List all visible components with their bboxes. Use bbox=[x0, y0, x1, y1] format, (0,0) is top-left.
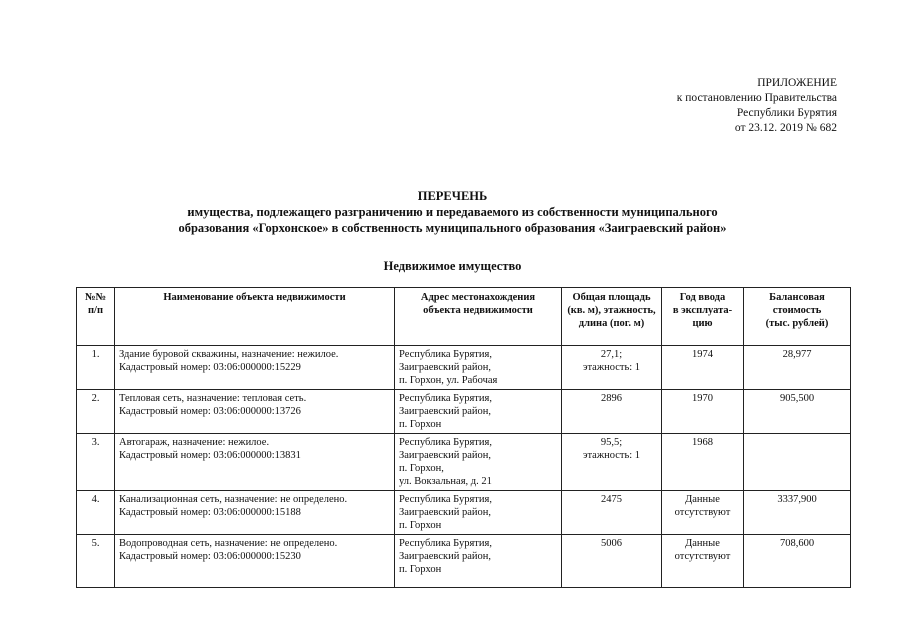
cell-name bbox=[115, 390, 395, 434]
cell-area-line: 2475 bbox=[601, 494, 622, 505]
cell-area-line: 2896 bbox=[601, 393, 622, 404]
header-area bbox=[562, 288, 662, 346]
cell-cost-line: 28,977 bbox=[782, 349, 812, 360]
cell-name-line: Автогараж, назначение: нежилое. bbox=[119, 437, 270, 448]
cell-num bbox=[77, 535, 115, 588]
header-year-line: в эксплуата- bbox=[672, 305, 733, 316]
annex-republic: Республики Бурятия bbox=[736, 107, 837, 119]
title-heading: ПЕРЕЧЕНЬ bbox=[417, 189, 488, 203]
cell-name-line: Здание буровой скважины, назначение: нежилое. bbox=[119, 349, 339, 360]
header-name-line: Наименование объекта недвижимости bbox=[163, 292, 346, 303]
header-address bbox=[395, 288, 562, 346]
property-table bbox=[76, 287, 851, 588]
cell-address bbox=[395, 535, 562, 588]
cell-address-line: Заиграевский район, bbox=[399, 450, 491, 461]
cell-area bbox=[562, 434, 662, 491]
cell-address-line: Республика Бурятия, bbox=[399, 349, 492, 360]
table-row bbox=[77, 491, 851, 535]
cell-address bbox=[395, 491, 562, 535]
header-num-line: п/п bbox=[87, 305, 104, 316]
cell-year-line: 1970 bbox=[692, 393, 713, 404]
cell-year-line: отсутствуют bbox=[674, 507, 731, 518]
cell-name-line: Кадастровый номер: 03:06:000000:13726 bbox=[119, 406, 301, 417]
header-cost-line: стоимость bbox=[772, 305, 822, 316]
cell-address bbox=[395, 434, 562, 491]
header-cost-line: (тыс. рублей) bbox=[765, 318, 829, 329]
annex-resolution: к постановлению Правительства bbox=[676, 92, 837, 104]
header-cost-line: Балансовая bbox=[769, 292, 825, 303]
cell-cost bbox=[744, 434, 851, 491]
cell-address-line: п. Горхон, bbox=[399, 463, 444, 474]
cell-cost bbox=[744, 491, 851, 535]
cell-area-line: этажность: 1 bbox=[582, 362, 641, 373]
header-area-line: длина (пог. м) bbox=[578, 318, 645, 329]
cell-address-line: Республика Бурятия, bbox=[399, 437, 492, 448]
table-header-row bbox=[77, 288, 851, 346]
cell-num-line: 2. bbox=[91, 393, 100, 404]
cell-address-line: Заиграевский район, bbox=[399, 406, 491, 417]
cell-num bbox=[77, 346, 115, 390]
cell-num-line: 5. bbox=[91, 538, 100, 549]
cell-year bbox=[662, 491, 744, 535]
header-name bbox=[115, 288, 395, 346]
cell-address bbox=[395, 390, 562, 434]
cell-cost-line: 708,600 bbox=[779, 538, 815, 549]
cell-name bbox=[115, 434, 395, 491]
cell-name-line: Тепловая сеть, назначение: тепловая сеть. bbox=[119, 393, 307, 404]
table-row bbox=[77, 390, 851, 434]
cell-area bbox=[562, 390, 662, 434]
cell-year bbox=[662, 390, 744, 434]
section-title: Недвижимое имущество bbox=[383, 259, 522, 273]
cell-area bbox=[562, 535, 662, 588]
annex-label: ПРИЛОЖЕНИЕ bbox=[757, 77, 837, 89]
cell-year bbox=[662, 434, 744, 491]
cell-num-line: 1. bbox=[91, 349, 100, 360]
cell-name bbox=[115, 346, 395, 390]
header-year bbox=[662, 288, 744, 346]
cell-year-line: отсутствуют bbox=[674, 551, 731, 562]
cell-cost bbox=[744, 390, 851, 434]
header-address-line: Адрес местонахождения bbox=[420, 292, 536, 303]
cell-address-line: п. Горхон, ул. Рабочая bbox=[399, 375, 498, 386]
document-title bbox=[0, 188, 905, 236]
cell-area-line: 5006 bbox=[601, 538, 622, 549]
table-body bbox=[77, 346, 851, 588]
cell-cost-line: 905,500 bbox=[779, 393, 815, 404]
annex-block bbox=[677, 76, 837, 136]
cell-name-line: Кадастровый номер: 03:06:000000:15230 bbox=[119, 551, 301, 562]
header-num-line: №№ bbox=[84, 292, 107, 303]
cell-address-line: п. Горхон bbox=[399, 520, 442, 531]
cell-year bbox=[662, 346, 744, 390]
cell-address-line: Заиграевский район, bbox=[399, 362, 491, 373]
cell-cost-line: 3337,900 bbox=[777, 494, 817, 505]
cell-num bbox=[77, 390, 115, 434]
table-row bbox=[77, 346, 851, 390]
table-row bbox=[77, 434, 851, 491]
cell-name-line: Канализационная сеть, назначение: не определено. bbox=[119, 494, 348, 505]
header-area-line: Общая площадь bbox=[572, 292, 651, 303]
cell-area-line: 95,5; bbox=[600, 437, 623, 448]
header-num bbox=[77, 288, 115, 346]
header-cost bbox=[744, 288, 851, 346]
cell-num bbox=[77, 491, 115, 535]
header-area-line: (кв. м), этажность, bbox=[567, 305, 656, 316]
header-year-line: Год ввода bbox=[679, 292, 726, 303]
cell-address-line: Республика Бурятия, bbox=[399, 494, 492, 505]
cell-address-line: Республика Бурятия, bbox=[399, 393, 492, 404]
cell-name-line: Кадастровый номер: 03:06:000000:15188 bbox=[119, 507, 301, 518]
title-line-2: имущества, подлежащего разграничению и передаваемого из собственности муниципального bbox=[187, 205, 718, 219]
cell-address bbox=[395, 346, 562, 390]
cell-name-line: Кадастровый номер: 03:06:000000:13831 bbox=[119, 450, 301, 461]
cell-num-line: 4. bbox=[91, 494, 100, 505]
cell-name-line: Кадастровый номер: 03:06:000000:15229 bbox=[119, 362, 301, 373]
cell-year-line: Данные bbox=[685, 494, 720, 505]
cell-area bbox=[562, 346, 662, 390]
cell-area-line: 27,1; bbox=[600, 349, 623, 360]
cell-cost bbox=[744, 346, 851, 390]
cell-name-line: Водопроводная сеть, назначение: не определено. bbox=[119, 538, 338, 549]
cell-year-line: 1968 bbox=[692, 437, 713, 448]
cell-num bbox=[77, 434, 115, 491]
table-row bbox=[77, 535, 851, 588]
cell-cost bbox=[744, 535, 851, 588]
cell-area bbox=[562, 491, 662, 535]
cell-name bbox=[115, 491, 395, 535]
cell-address-line: ул. Вокзальная, д. 21 bbox=[399, 476, 492, 487]
cell-address-line: п. Горхон bbox=[399, 419, 442, 430]
cell-address-line: Заиграевский район, bbox=[399, 551, 491, 562]
cell-year-line: 1974 bbox=[692, 349, 713, 360]
cell-address-line: Заиграевский район, bbox=[399, 507, 491, 518]
header-year-line: цию bbox=[692, 318, 713, 329]
cell-address-line: Республика Бурятия, bbox=[399, 538, 492, 549]
cell-year bbox=[662, 535, 744, 588]
cell-area-line: этажность: 1 bbox=[582, 450, 641, 461]
cell-name bbox=[115, 535, 395, 588]
cell-num-line: 3. bbox=[91, 437, 100, 448]
title-line-3: образования «Горхонское» в собственность муниципального образования «Заиграевский район» bbox=[178, 221, 727, 235]
header-address-line: объекта недвижимости bbox=[423, 305, 533, 316]
cell-year-line: Данные bbox=[685, 538, 720, 549]
cell-address-line: п. Горхон bbox=[399, 564, 442, 575]
annex-date-number: от 23.12. 2019 № 682 bbox=[734, 122, 837, 134]
